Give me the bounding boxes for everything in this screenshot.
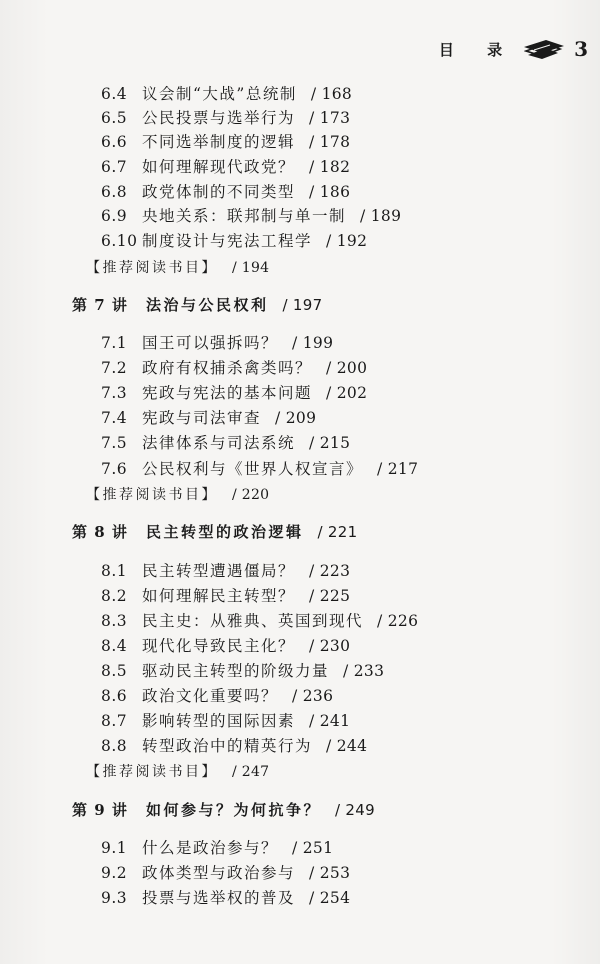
running-title: 目 录 [438, 40, 517, 59]
toc-entry-6-8[interactable]: 6.8 政党体制的不同类型 / 186 [101, 183, 351, 201]
toc-chapter-9[interactable]: 第 9 讲 如何参与？为何抗争？ / 249 [72, 801, 375, 819]
toc-entry-8-6[interactable]: 8.6 政治文化重要吗？ / 236 [101, 687, 334, 705]
toc-entry-ch8-reading-list[interactable]: 【推荐阅读书目】 / 247 [86, 764, 270, 780]
toc-entry-8-3[interactable]: 8.3 民主史：从雅典、英国到现代 / 226 [101, 612, 419, 630]
toc-entry-7-6[interactable]: 7.6 公民权利与《世界人权宣言》 / 217 [101, 460, 419, 478]
toc-entry-7-5[interactable]: 7.5 法律体系与司法系统 / 215 [101, 434, 351, 452]
toc-entry-8-8[interactable]: 8.8 转型政治中的精英行为 / 244 [101, 737, 368, 755]
toc-entry-7-2[interactable]: 7.2 政府有权捕杀禽类吗？ / 200 [101, 359, 368, 377]
toc-entry-ch7-reading-list[interactable]: 【推荐阅读书目】 / 220 [86, 487, 270, 503]
toc-entry-6-5[interactable]: 6.5 公民投票与选举行为 / 173 [101, 109, 351, 127]
toc-entry-6-10[interactable]: 6.10 制度设计与宪法工程学 / 192 [101, 232, 368, 250]
toc-chapter-8[interactable]: 第 8 讲 民主转型的政治逻辑 / 221 [72, 523, 358, 541]
toc-entry-6-7[interactable]: 6.7 如何理解现代政党？ / 182 [101, 158, 351, 176]
toc-chapter-7[interactable]: 第 7 讲 法治与公民权利 / 197 [72, 296, 323, 314]
toc-entry-8-4[interactable]: 8.4 现代化导致民主化？ / 230 [101, 637, 351, 655]
toc-entry-8-5[interactable]: 8.5 驱动民主转型的阶级力量 / 233 [101, 662, 385, 680]
toc-entry-8-2[interactable]: 8.2 如何理解民主转型？ / 225 [101, 587, 351, 605]
toc-entry-9-3[interactable]: 9.3 投票与选举权的普及 / 254 [101, 889, 351, 907]
page-number: 3 [574, 37, 588, 61]
toc-entry-8-7[interactable]: 8.7 影响转型的国际因素 / 241 [101, 712, 351, 730]
toc-entry-9-2[interactable]: 9.2 政体类型与政治参与 / 253 [101, 864, 351, 882]
toc-entry-7-4[interactable]: 7.4 宪政与司法审查 / 209 [101, 409, 317, 427]
toc-entry-9-1[interactable]: 9.1 什么是政治参与？ / 251 [101, 839, 334, 857]
toc-entry-7-3[interactable]: 7.3 宪政与宪法的基本问题 / 202 [101, 384, 368, 402]
toc-entry-7-1[interactable]: 7.1 国王可以强拆吗？ / 199 [101, 334, 334, 352]
toc-entry-6-6[interactable]: 6.6 不同选举制度的逻辑 / 178 [101, 133, 351, 151]
toc-entry-6-9[interactable]: 6.9 央地关系：联邦制与单一制 / 189 [101, 207, 402, 225]
toc-entry-8-1[interactable]: 8.1 民主转型遭遇僵局？ / 223 [101, 562, 351, 580]
toc-entry-ch6-reading-list[interactable]: 【推荐阅读书目】 / 194 [86, 260, 270, 276]
toc-entry-6-4[interactable]: 6.4 议会制“大战”总统制 / 168 [101, 85, 353, 103]
